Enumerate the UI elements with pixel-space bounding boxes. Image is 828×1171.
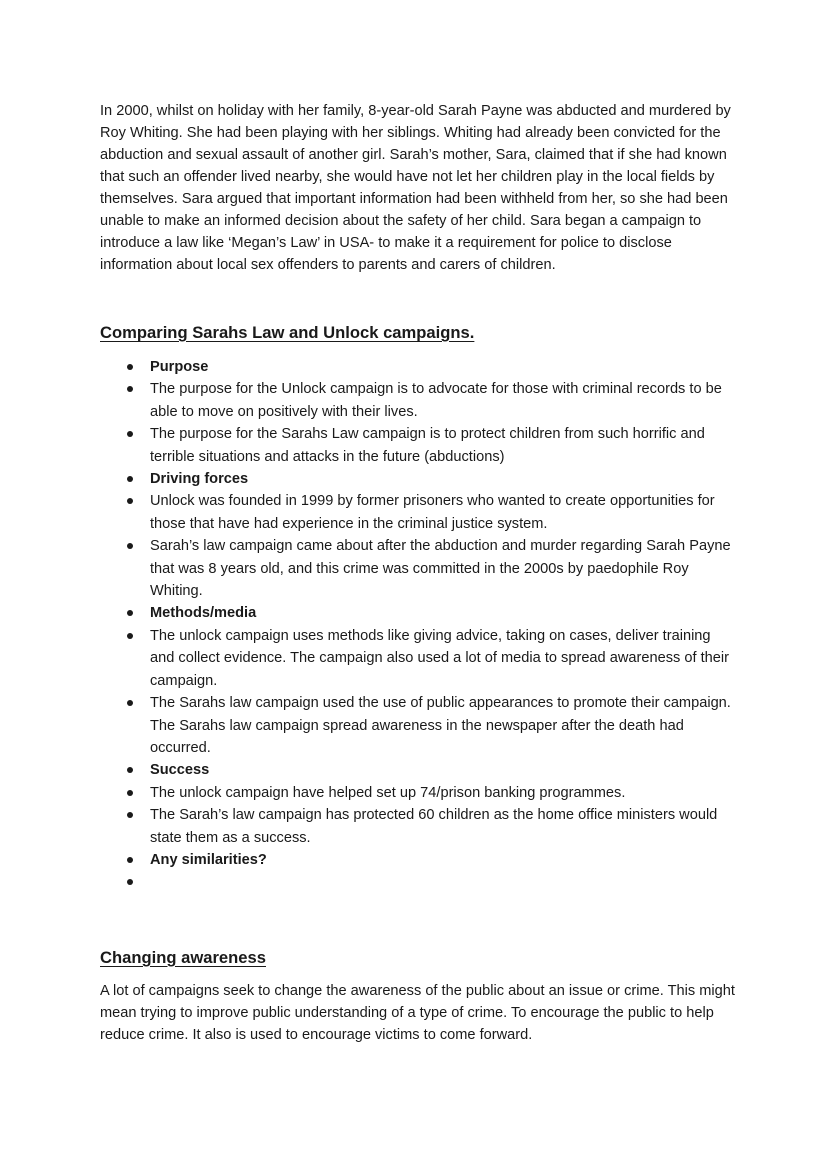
- bullet-item: [150, 871, 738, 893]
- bullet-subheading: Purpose: [150, 356, 738, 378]
- comparison-heading: Comparing Sarahs Law and Unlock campaigns.: [100, 323, 475, 342]
- intro-paragraph: In 2000, whilst on holiday with her family, 8-year-old Sarah Payne was abducted and murdered by Roy Whiting. She had been playing with her siblings. Whiting had already been convicted for the abduction and sexual assault of another girl. Sarah’s mother, Sara, claimed that if she had known that such an offender lived nearby, she would have not let her children play in the local fields by themselves. Sara argued that important information had been withheld from her, so she had been unable to make an informed decision about the safety of her child. Sara began a campaign to introduce a law like ‘Megan’s Law’ in USA- to make it a requirement for police to disclose information about local sex offenders to parents and carers of children.: [100, 103, 731, 273]
- bullet-item: The Sarah’s law campaign has protected 60 children as the home office ministers would state them as a success.: [150, 804, 738, 849]
- bullet-item: Sarah’s law campaign came about after the abduction and murder regarding Sarah Payne that was 8 years old, and this crime was committed in the 2000s by paedophile Roy Whiting.: [150, 535, 738, 602]
- document-page: [100, 100, 736, 1046]
- bullet-item: The purpose for the Unlock campaign is to advocate for those with criminal records to be able to move on positively with their lives.: [150, 378, 738, 423]
- bullet-subheading: Methods/media: [150, 602, 738, 624]
- awareness-heading: Changing awareness: [100, 947, 266, 967]
- bullet-item: Unlock was founded in 1999 by former prisoners who wanted to create opportunities for those that have had experience in the criminal justice system.: [150, 490, 738, 535]
- comparison-bullet-list: [100, 356, 738, 894]
- awareness-paragraph: A lot of campaigns seek to change the awareness of the public about an issue or crime. This might mean trying to improve public understanding of a type of crime. To encourage the public to help reduce crime. It also is used to encourage victims to come forward.: [100, 982, 735, 1043]
- bullet-item: The Sarahs law campaign used the use of public appearances to promote their campaign. The Sarahs law campaign spread awareness in the newspaper after the death had occurred.: [150, 692, 738, 759]
- bullet-subheading: Success: [150, 759, 738, 781]
- bullet-subheading: Driving forces: [150, 468, 738, 490]
- bullet-item: The purpose for the Sarahs Law campaign is to protect children from such horrific and terrible situations and attacks in the future (abductions): [150, 423, 738, 468]
- bullet-subheading: Any similarities?: [150, 849, 738, 871]
- bullet-item: The unlock campaign have helped set up 74/prison banking programmes.: [150, 782, 738, 804]
- bullet-item: The unlock campaign uses methods like giving advice, taking on cases, deliver training and collect evidence. The campaign also used a lot of media to spread awareness of their campaign.: [150, 625, 738, 692]
